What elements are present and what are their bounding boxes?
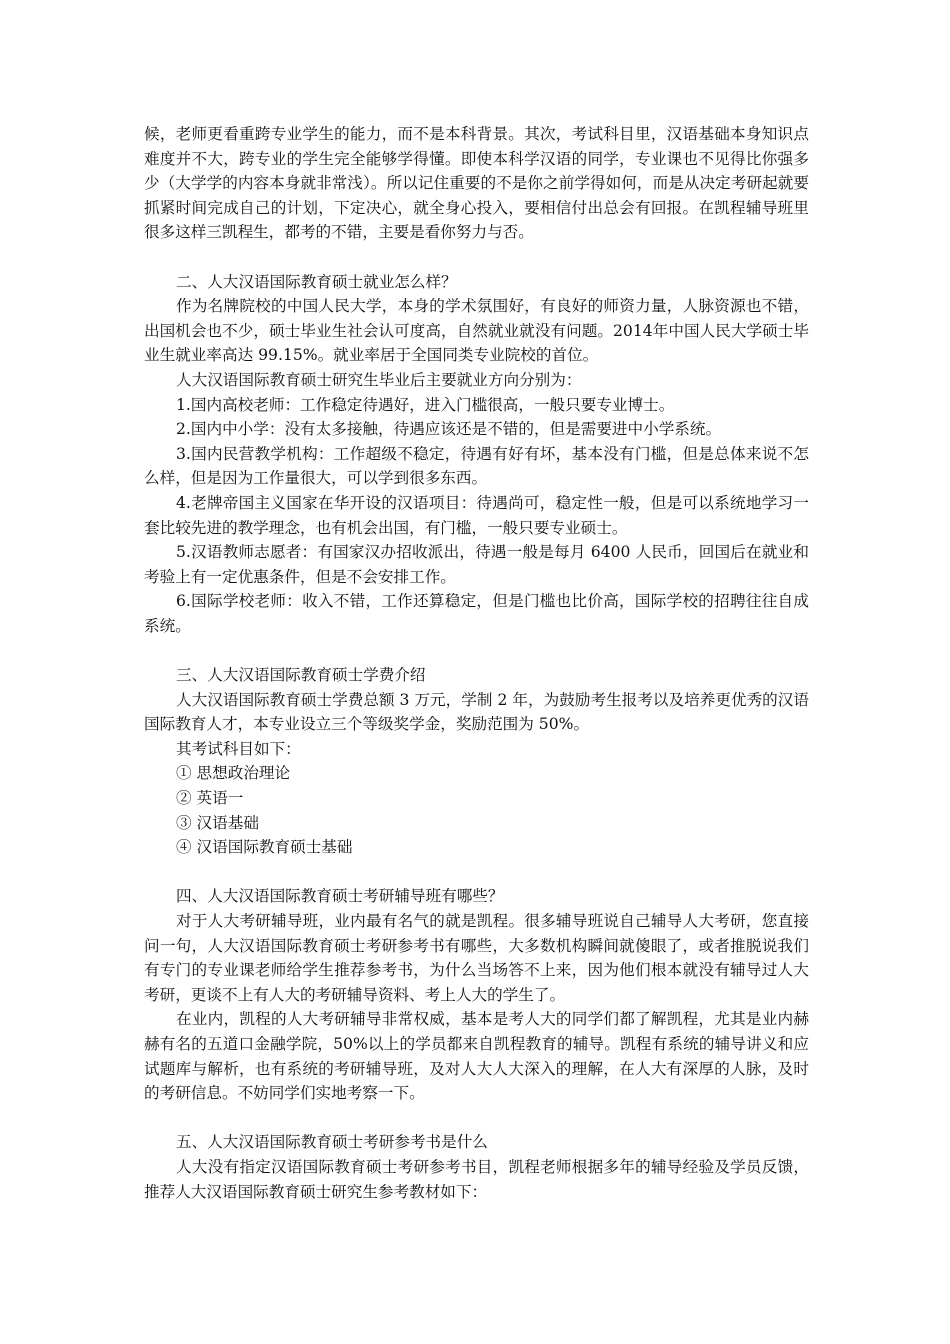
intro-paragraph: 候，老师更看重跨专业学生的能力，而不是本科背景。其次，考试科目里，汉语基础本身知识点难度并不大，跨专业的学生完全能够学得懂。即使本科学汉语的同学，专业课也不见得比你强多少（大学学的内容本身就非常浅）。所以记住重要的不是你之前学得如何，而是从决定考研起就要抓紧时间完成自己的计划，下定决心，就全身心投入，要相信付出总会有回报。在凯程辅导班里很多这样三凯程生，都考的不错，主要是看你努力与否。: [144, 125, 809, 242]
exam-subject-2: ② 英语一: [176, 789, 244, 808]
section4-heading: 四、人大汉语国际教育硕士考研辅导班有哪些？: [176, 887, 504, 906]
paragraph-gap: [144, 245, 809, 270]
exam-subject-3: ③ 汉语基础: [176, 813, 259, 832]
section3-paragraph-1: 人大汉语国际教育硕士学费总额 3 万元，学制 2 年，为鼓励考生报考以及培养更优秀的汉语国际教育人才，本专业设立三个等级奖学金，奖励范围为 50%。: [144, 690, 809, 734]
section4-paragraph-1: 对于人大考研辅导班，业内最有名气的就是凯程。很多辅导班说自己辅导人大考研，您直接问一句，人大汉语国际教育硕士考研参考书有哪些，大多数机构瞬间就傻眼了，或者推脱说我们有专门的专业课老师给学生推荐参考书，为什么当场答不上来，因为他们根本就没有辅导过人大考研，更谈不上有人大的考研辅导资料、考上人大的学生了。: [144, 912, 809, 1004]
section2-heading: 二、人大汉语国际教育硕士就业怎么样？: [176, 272, 457, 291]
employment-item-6: 6.国际学校老师：收入不错，工作还算稳定，但是门槛也比价高，国际学校的招聘往往自成系统。: [144, 592, 809, 635]
section2-paragraph-1: 作为名牌院校的中国人民大学，本身的学术氛围好，有良好的师资力量，人脉资源也不错，出国机会也不少，硕士毕业生社会认可度高，自然就业就没有问题。2014年中国人民大学硕士毕业生就业率高达 99.15%。就业率居于全国同类专业院校的首位。: [144, 297, 809, 365]
employment-item-4: 4.老牌帝国主义国家在华开设的汉语项目：待遇尚可，稳定性一般，但是可以系统地学习一套比较先进的教学理念，也有机会出国，有门槛，一般只要专业硕士。: [144, 493, 809, 537]
paragraph-gap: [144, 860, 809, 885]
paragraph-gap: [144, 638, 809, 663]
paragraph-gap: [144, 1106, 809, 1131]
section5-heading: 五、人大汉语国际教育硕士考研参考书是什么: [176, 1133, 488, 1152]
section5-paragraph-1: 人大没有指定汉语国际教育硕士考研参考书目，凯程老师根据多年的辅导经验及学员反馈，推荐人大汉语国际教育硕士研究生参考教材如下：: [144, 1157, 809, 1201]
document-page: [144, 122, 809, 1204]
employment-item-3: 3.国内民营教学机构：工作超级不稳定，待遇有好有坏，基本没有门槛，但是总体来说不怎么样，但是因为工作量很大，可以学到很多东西。: [144, 444, 809, 488]
section3-heading: 三、人大汉语国际教育硕士学费介绍: [176, 666, 426, 685]
section4-paragraph-2: 在业内，凯程的人大考研辅导非常权威，基本是考人大的同学们都了解凯程，尤其是业内赫赫有名的五道口金融学院，50%以上的学员都来自凯程教育的辅导。凯程有系统的辅导讲义和应试题库与解析，也有系统的考研辅导班，及对人大人大深入的理解，在人大有深厚的人脉，及时的考研信息。不妨同学们实地考察一下。: [144, 1010, 809, 1103]
section2-paragraph-2: 人大汉语国际教育硕士研究生毕业后主要就业方向分别为：: [176, 370, 582, 389]
section3-paragraph-2: 其考试科目如下：: [176, 739, 301, 758]
exam-subject-1: ① 思想政治理论: [176, 764, 291, 783]
employment-item-2: 2.国内中小学：没有太多接触，待遇应该还是不错的，但是需要进中小学系统。: [176, 420, 722, 439]
employment-item-1: 1.国内高校老师：工作稳定待遇好，进入门槛很高，一般只要专业博士。: [176, 395, 675, 414]
exam-subject-4: ④ 汉语国际教育硕士基础: [176, 838, 353, 857]
employment-item-5: 5.汉语教师志愿者：有国家汉办招收派出，待遇一般是每月 6400 人民币，回国后在就业和考验上有一定优惠条件，但是不会安排工作。: [144, 543, 809, 586]
